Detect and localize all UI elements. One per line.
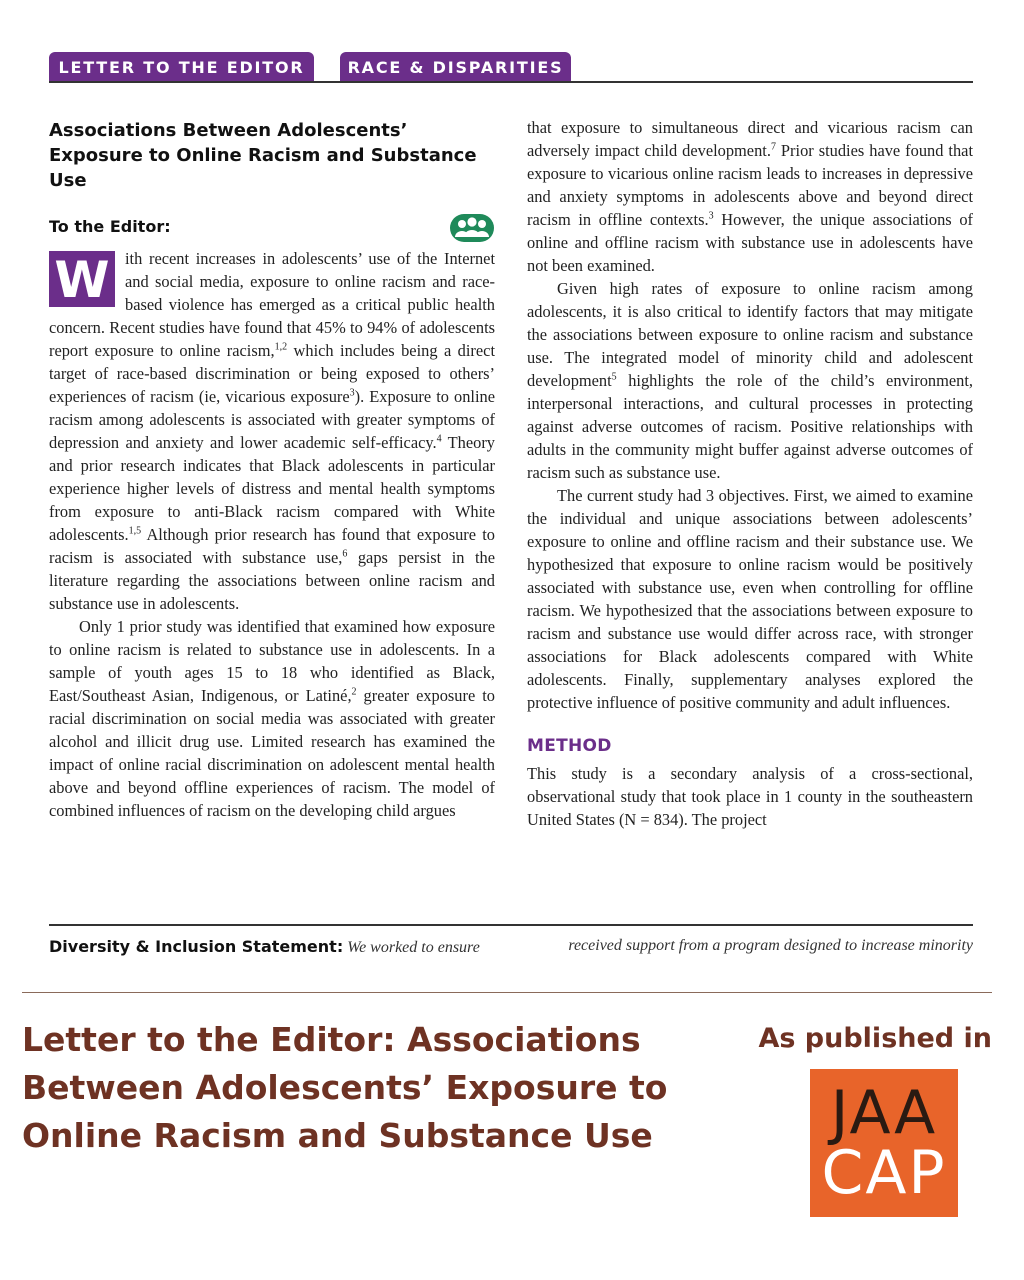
right-column	[527, 116, 973, 831]
caption-title: Letter to the Editor: Associations Between Adolescents’ Exposure to Online Racism and Substance Use	[22, 1020, 668, 1155]
paragraph-objectives: The current study had 3 objectives. First, we aimed to examine the individual and unique associations between adolescents’ exposure to online and offline racism and their substance use. We hypothesized that exposure to online racism would be positively associated with substance use, even when controlling for offline racism. We hypothesized that the associations between exposure to racism and substance use would differ across race, with stronger associations for Black adolescents compared with White adolescents. Finally, supplementary analyses explored the protective influence of positive community and adult influences.	[527, 486, 973, 712]
diversity-statement-label: Diversity & Inclusion Statement:	[49, 937, 344, 956]
diversity-statement-text-right: received support from a program designed to increase minority	[568, 937, 973, 954]
paragraph-mitigation: Given high rates of exposure to online racism among adolescents, it is also critical to identify factors that may mitigate the associations between exposure to online racism and substance use. The integrated model of minority child and adolescent development$^5$ highlights the role of the child’s environment, interpersonal interactions, and cultural processes in protecting against adverse outcomes of racism. Positive relationships with adults in the community might buffer against adverse outcomes of racism such as substance use.	[527, 279, 973, 482]
group-people-icon	[449, 213, 495, 243]
section-tab-race: RACE & DISPARITIES	[340, 52, 571, 82]
logo-line-top: JAA	[830, 1078, 938, 1148]
diversity-statement-text-left: We worked to ensure	[347, 939, 480, 956]
method-heading: METHOD	[527, 736, 612, 756]
paragraph-method: This study is a secondary analysis of a cross-sectional, observational study that took place in 1 county in the southeastern United States (N = 834). The project	[527, 764, 973, 829]
footer-rule	[49, 924, 973, 926]
diversity-statement-left	[49, 937, 495, 957]
journal-logo	[810, 1069, 958, 1217]
paragraph-prior-study: Only 1 prior study was identified that examined how exposure to online racism is related to substance use in adolescents. In a sample of youth ages 15 to 18 who identified as Black, East/Southeast Asian, Indigenous, or Latiné,$^2$ greater exposure to racial discrimination on social media was associated with greater alcohol and illicit drug use. Limited research has examined the impact of online racial discrimination on adolescent mental health above and beyond offline experiences of racism. The model of combined influences of racism on the developing child argues	[49, 617, 495, 820]
salutation: To the Editor:	[49, 217, 171, 236]
paragraph-continued: that exposure to simultaneous direct and vicarious racism can adversely impact child development.$^7$ Prior studies have found that exposure to vicarious online racism leads to increases in depressive and anxiety symptoms in adolescents above and beyond direct racism in offline contexts.$^3$ However, the unique associations of online and offline racism with substance use in adolescents have not been examined.	[527, 118, 973, 275]
diversity-statement-right	[527, 937, 973, 955]
drop-cap: W	[49, 251, 115, 307]
section-tab-letter: LETTER TO THE EDITOR	[49, 52, 314, 82]
page-divider	[22, 992, 992, 993]
to-editor-row	[49, 213, 495, 247]
left-column	[49, 116, 495, 822]
logo-line-bottom: CAP	[821, 1138, 947, 1208]
published-label: As published in	[758, 1023, 992, 1054]
header-rule	[49, 81, 973, 83]
article-title: Associations Between Adolescents’ Exposure to Online Racism and Substance Use	[49, 120, 477, 191]
paragraph-intro: W ith recent increases in adolescents’ use of the Internet and social media, exposure to online racism and race-based violence has emerged as a critical public health concern. Recent studies have found that 45% to 94% of adolescents report exposure to online racism,$^{1,2}$ which includes being a direct target of race-based discrimination or being exposed to others’ experiences of racism (ie, vicarious exposure$^3$). Exposure to online racism among adolescents is associated with greater symptoms of depression and anxiety and lower academic self-efficacy.$^4$ Theory and prior research indicates that Black adolescents in particular experience higher levels of distress and mental health symptoms from exposure to anti-Black racism compared with White adolescents.$^{1,5}$ Although prior research has found that exposure to racism is associated with substance use,$^6$ gaps persist in the literature regarding the associations between online racism and substance use in adolescents.	[49, 249, 495, 613]
